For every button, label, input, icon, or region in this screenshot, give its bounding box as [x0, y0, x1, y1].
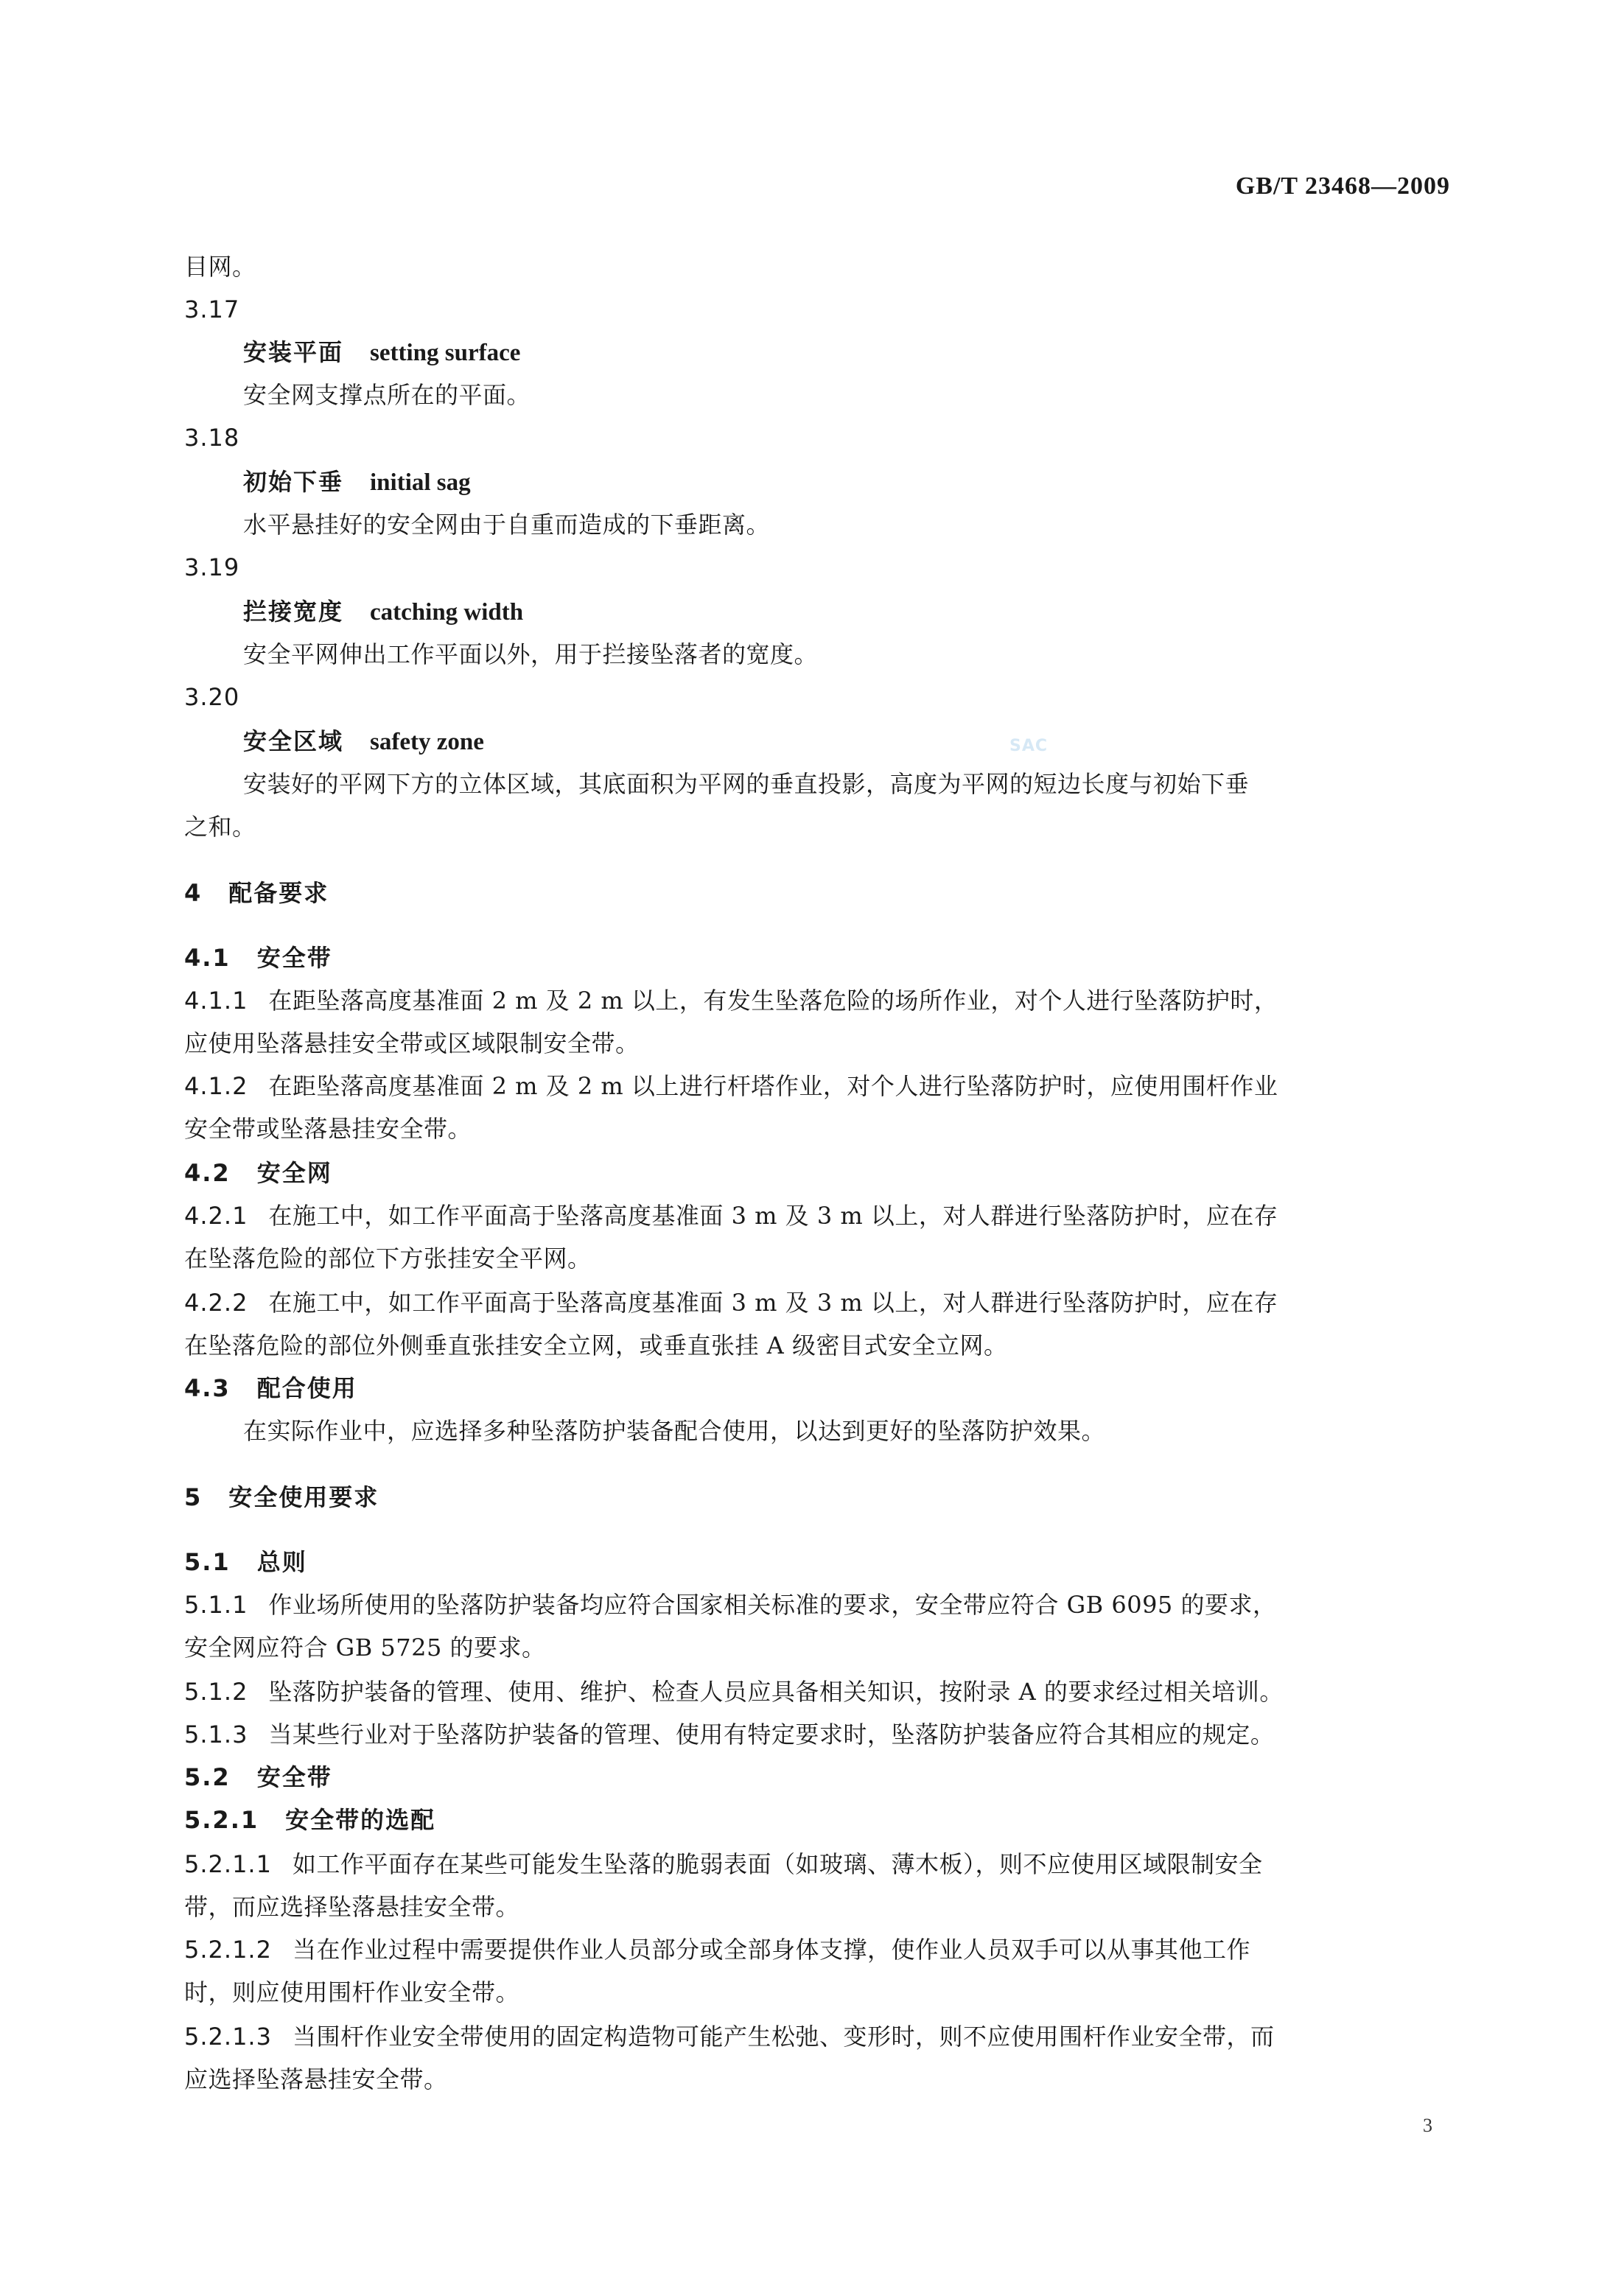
section-number: 5 — [184, 1483, 203, 1511]
section-heading — [184, 1485, 379, 1509]
term-english: catching width — [370, 599, 524, 626]
clause-number: 4.1.2 — [184, 1072, 248, 1100]
clause — [184, 1720, 1275, 1748]
clause-text: 时，则应使用围杆作业安全带。 — [184, 1978, 520, 2006]
term-chinese: 安装平面 — [243, 338, 344, 366]
clause — [184, 1680, 1284, 1704]
subsection-heading — [184, 1765, 332, 1789]
clause-text: 当围杆作业安全带使用的固定构造物可能产生松弛、变形时，则不应使用围杆作业安全带，而 — [292, 2023, 1275, 2051]
subsection-heading — [184, 1161, 332, 1185]
clause — [184, 1936, 1250, 1964]
term-heading — [243, 470, 471, 495]
clause — [184, 1289, 1278, 1317]
page-number: 3 — [1423, 2115, 1432, 2136]
clause-text: 当在作业过程中需要提供作业人员部分或全部身体支撑，使作业人员双手可以从事其他工作 — [292, 1936, 1250, 1964]
clause-text: 在坠落危险的部位下方张挂安全平网。 — [184, 1244, 592, 1272]
subsection-number: 4.2 — [184, 1159, 231, 1187]
clause-text: 应使用坠落悬挂安全带或区域限制安全带。 — [184, 1029, 640, 1057]
clause-number: 4.2.1 — [184, 1202, 248, 1230]
subsection-number: 5.2 — [184, 1763, 231, 1791]
clause-text: 当某些行业对于坠落防护装备的管理、使用有特定要求时，坠落防护装备应符合其相应的规定。 — [268, 1720, 1275, 1748]
clause-text: 在距坠落高度基准面 2 m 及 2 m 以上进行杆塔作业，对个人进行坠落防护时，应使用围杆作业 — [268, 1072, 1278, 1100]
term-heading — [243, 600, 523, 625]
subsection-heading — [184, 1550, 307, 1574]
clause-number: 5.2.1.1 — [184, 1850, 272, 1878]
clause-text: 在坠落危险的部位外侧垂直张挂安全立网，或垂直张挂 A 级密目式安全立网。 — [184, 1331, 1008, 1359]
standard-number: GB/T 23468—2009 — [1235, 172, 1450, 200]
clause-text: 安全带或坠落悬挂安全带。 — [184, 1115, 472, 1143]
term-number: 3.19 — [184, 553, 240, 581]
clause-text: 在施工中，如工作平面高于坠落高度基准面 3 m 及 3 m 以上，对人群进行坠落防护时，应在存 — [268, 1289, 1278, 1317]
clause-text: 在施工中，如工作平面高于坠落高度基准面 3 m 及 3 m 以上，对人群进行坠落防护时，应在存 — [268, 1202, 1278, 1230]
term-number: 3.17 — [184, 295, 240, 323]
clause-number: 5.1.1 — [184, 1591, 248, 1619]
term-definition: 水平悬挂好的安全网由于自重而造成的下垂距离。 — [243, 511, 771, 539]
clause-text: 带，而应选择坠落悬挂安全带。 — [184, 1893, 520, 1921]
clause-text: 如工作平面存在某些可能发生坠落的脆弱表面（如玻璃、薄木板），则不应使用区域限制安全 — [292, 1850, 1263, 1878]
term-number: 3.20 — [184, 683, 240, 711]
subsection-title: 安全网 — [256, 1159, 332, 1187]
clause-number: 5.2.1.3 — [184, 2023, 272, 2051]
subsection-number: 5.1 — [184, 1548, 231, 1576]
term-english: initial sag — [370, 469, 471, 496]
clause-text: 在距坠落高度基准面 2 m 及 2 m 以上，有发生坠落危险的场所作业，对个人进行坠落防护时， — [268, 987, 1278, 1015]
term-definition: 安装好的平网下方的立体区域，其底面积为平网的垂直投影，高度为平网的短边长度与初始下垂 — [243, 770, 1250, 798]
subsection-number: 4.3 — [184, 1374, 231, 1402]
section-heading — [184, 881, 329, 905]
term-definition: 之和。 — [184, 813, 256, 841]
text-line: 目网。 — [184, 253, 256, 281]
term-chinese: 初始下垂 — [243, 468, 344, 496]
term-english: setting surface — [370, 340, 521, 366]
subsection-number: 4.1 — [184, 944, 231, 972]
clause-text: 应选择坠落悬挂安全带。 — [184, 2065, 448, 2093]
clause-number: 4.1.1 — [184, 987, 248, 1015]
term-chinese: 安全区域 — [243, 727, 344, 755]
clause-number: 5.1.3 — [184, 1720, 248, 1748]
term-heading — [243, 340, 520, 365]
term-english: safety zone — [370, 729, 484, 755]
sac-watermark: SAC — [1009, 737, 1049, 755]
clause — [184, 2023, 1275, 2051]
clause-text: 作业场所使用的坠落防护装备均应符合国家相关标准的要求，安全带应符合 GB 6095 的要求， — [268, 1591, 1277, 1619]
clause-text: 坠落防护装备的管理、使用、维护、检查人员应具备相关知识，按附录 A 的要求经过相关培训。 — [268, 1678, 1284, 1706]
clause-number: 5.2.1.2 — [184, 1936, 272, 1964]
subsection-title: 安全带 — [256, 944, 332, 972]
term-definition: 安全平网伸出工作平面以外，用于拦接坠落者的宽度。 — [243, 640, 819, 668]
subsection-title: 安全带 — [256, 1763, 332, 1791]
subsection-title: 配合使用 — [256, 1374, 357, 1402]
term-definition: 安全网支撑点所在的平面。 — [243, 381, 531, 409]
subsection-heading — [184, 1376, 357, 1400]
clause — [184, 1852, 1262, 1876]
subsubsection-number: 5.2.1 — [184, 1806, 259, 1834]
subsection-title: 总则 — [256, 1548, 307, 1576]
clause — [184, 987, 1278, 1015]
subsubsection-heading — [184, 1808, 435, 1832]
subsection-heading — [184, 946, 332, 970]
term-chinese: 拦接宽度 — [243, 598, 344, 626]
clause-text: 安全网应符合 GB 5725 的要求。 — [184, 1634, 546, 1662]
subsubsection-title: 安全带的选配 — [285, 1806, 436, 1834]
clause — [184, 1204, 1278, 1228]
section-title: 安全使用要求 — [228, 1483, 379, 1511]
clause-text: 在实际作业中，应选择多种坠落防护装备配合使用，以达到更好的坠落防护效果。 — [243, 1417, 1106, 1445]
term-number: 3.18 — [184, 424, 240, 452]
clause — [184, 1074, 1278, 1098]
section-title: 配备要求 — [228, 879, 329, 907]
clause-number: 4.2.2 — [184, 1289, 248, 1317]
clause-number: 5.1.2 — [184, 1678, 248, 1706]
term-heading — [243, 729, 484, 755]
clause — [184, 1593, 1276, 1617]
section-number: 4 — [184, 879, 203, 907]
